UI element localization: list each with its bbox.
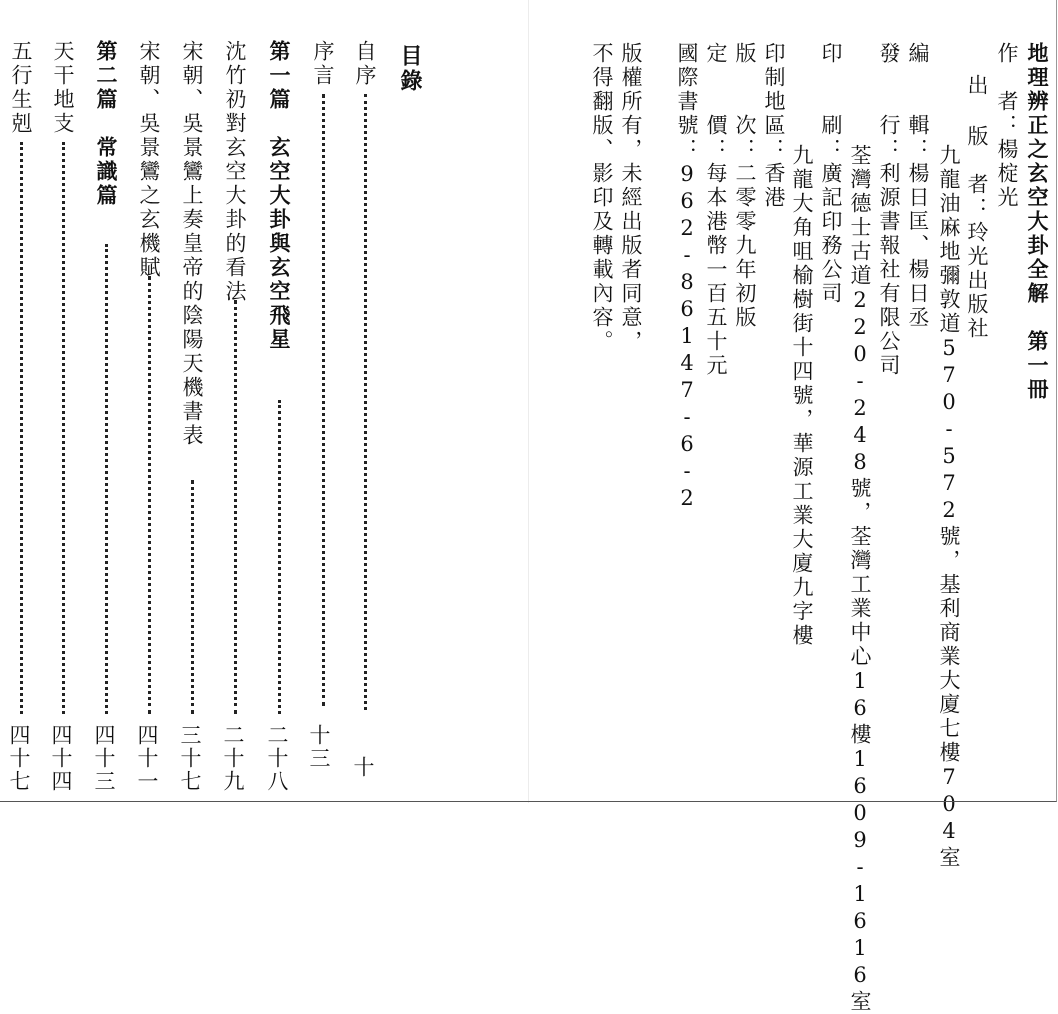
toc-page-number: 十 <box>351 756 375 779</box>
toc-entry-part-two: 第二篇 常識篇 <box>94 40 118 208</box>
page-gutter <box>528 0 529 803</box>
toc-leader <box>278 400 281 714</box>
printer-line: 印 刷：廣記印務公司 <box>819 42 843 306</box>
toc-entry-foreword: 序言 <box>311 40 335 88</box>
toc-entry-xuanji-fu: 宋朝、吳景鸞之玄機賦 <box>137 40 161 280</box>
toc-heading: 目錄 <box>397 44 422 94</box>
toc-leader <box>364 94 367 710</box>
toc-page-number: 二十九 <box>221 724 245 793</box>
toc-entry-preface-self: 自序 <box>353 40 377 88</box>
rights-line-1: 版權所有，未經出版者同意， <box>619 42 643 354</box>
toc-leader <box>105 244 108 714</box>
toc-page-number: 四十三 <box>92 724 116 793</box>
distributor-line: 發 行：利源書報社有限公司 <box>877 42 901 378</box>
toc-leader <box>62 142 65 714</box>
toc-page-number: 四十四 <box>49 724 73 793</box>
author-line: 作 者：楊椗光 <box>995 42 1019 210</box>
toc-entry-five-elements: 五行生剋 <box>9 40 33 136</box>
toc-entry-shen-zhureng: 沈竹礽對玄空大卦的看法 <box>223 40 247 304</box>
book-title: 地理辨正之玄空大卦全解 第一冊 <box>1025 42 1049 402</box>
toc-page-number: 四十七 <box>7 724 31 793</box>
edition-line: 版 次：二零零九年初版 <box>733 42 757 330</box>
toc-page-number: 三十七 <box>178 724 202 793</box>
printer-address: 九龍大角咀榆樹街十四號，華源工業大廈九字樓 <box>790 144 814 648</box>
toc-entry-part-one: 第一篇 玄空大卦與玄空飛星 <box>267 40 291 352</box>
publisher-line: 出 版 者：玲光出版社 <box>965 74 989 341</box>
toc-leader <box>191 480 194 714</box>
print-region-line: 印制地區：香港 <box>762 42 786 210</box>
publisher-address: 九龍油麻地彌敦道570-572號，基利商業大廈七樓704室 <box>937 144 961 870</box>
toc-page-number: 二十八 <box>265 724 289 793</box>
distributor-address: 荃灣德士古道220-248號，荃灣工業中心16樓1609-1616室 <box>848 144 872 1014</box>
editors-line: 編 輯：楊日匡、楊日丞 <box>906 42 930 330</box>
toc-entry-wu-jingluan-memorial: 宋朝、吳景鸞上奏皇帝的陰陽天機書表 <box>180 40 204 448</box>
rights-line-2: 不得翻版、影印及轉載內容。 <box>590 42 614 354</box>
isbn-line: 國際書號：962-86147-6-2 <box>675 42 699 513</box>
toc-entry-stems-branches: 天干地支 <box>51 40 75 136</box>
price-line: 定 價：每本港幣一百五十元 <box>704 42 728 378</box>
toc-page-number: 十三 <box>307 724 331 770</box>
toc-leader <box>20 142 23 714</box>
toc-leader <box>234 300 237 714</box>
toc-page-number: 四十一 <box>135 724 159 793</box>
toc-leader <box>148 276 151 714</box>
toc-leader <box>322 94 325 706</box>
